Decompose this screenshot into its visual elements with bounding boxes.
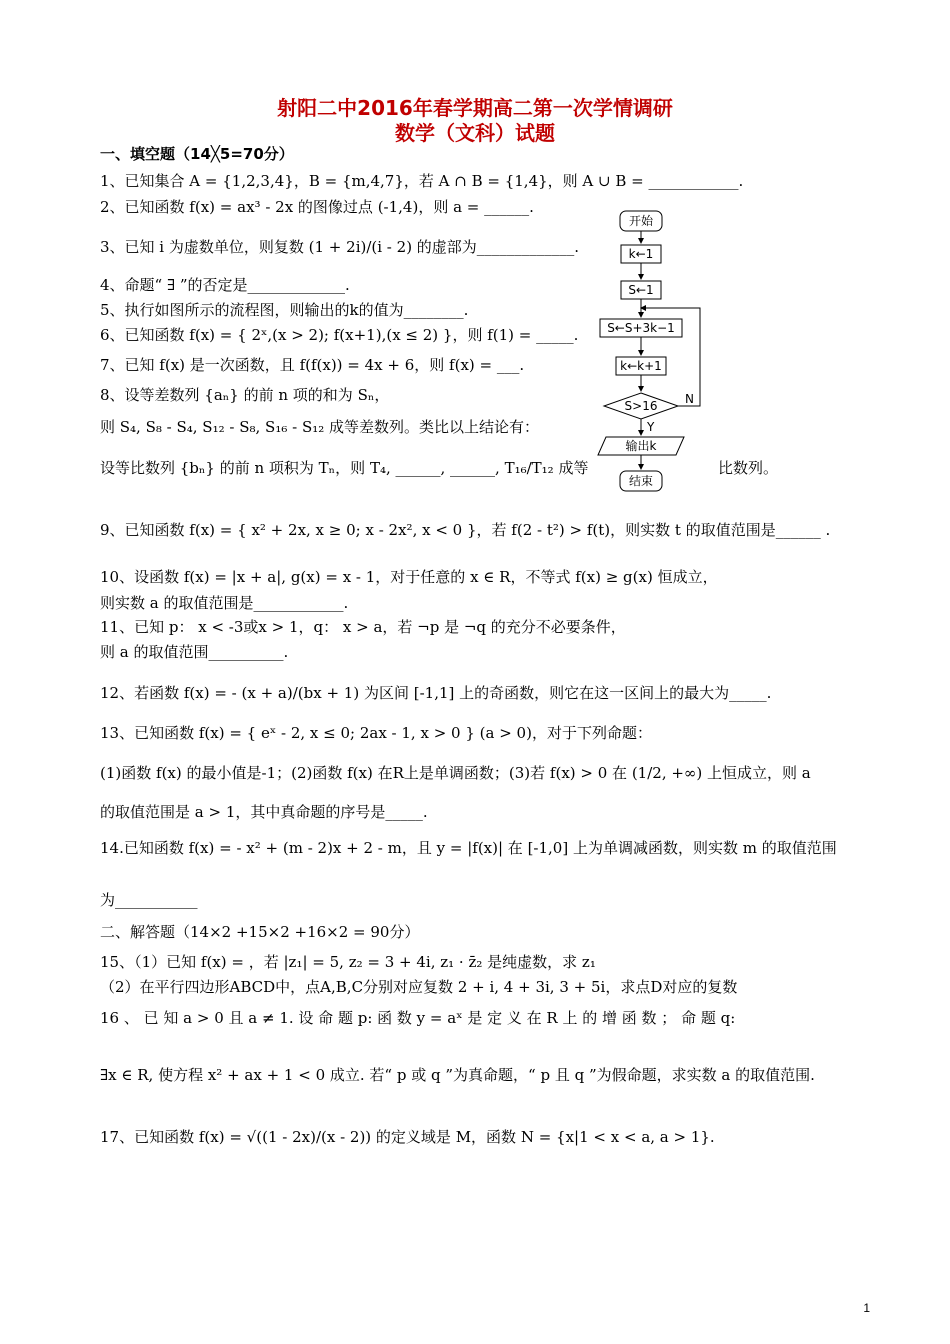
flowchart-yes-label: Y bbox=[647, 420, 655, 434]
section-solve-heading: 二、解答题（14×2 +15×2 +16×2 = 90分） bbox=[100, 923, 420, 941]
question-15-part-2: （2）在平行四边形ABCD中，点A,B,C分别对应复数 2 + i, 4 + 3i, 3 + 5i，求点D对应的复数 bbox=[100, 978, 738, 996]
question-6: 6、已知函数 f(x) = { 2ˣ,(x > 2); f(x+1),(x ≤ 2) }，则 f(1) = _____. bbox=[100, 326, 579, 344]
exam-subtitle: 数学（文科）试题 bbox=[395, 121, 555, 145]
flowchart-diagram bbox=[590, 205, 740, 505]
question-8-line-4: 比数列。 bbox=[718, 459, 779, 477]
question-5: 5、执行如图所示的流程图，则输出的k的值为________. bbox=[100, 301, 469, 319]
flowchart-init-s-text: S←1 bbox=[628, 283, 654, 297]
question-13-line-2: (1)函数 f(x) 的最小值是-1；(2)函数 f(x) 在R上是单调函数；(3)若 f(x) > 0 在 (1/2, +∞) 上恒成立，则 a bbox=[100, 764, 811, 782]
question-8-line-2: 则 S₄, S₈ - S₄, S₁₂ - S₈, S₁₆ - S₁₂ 成等差数列。类比以上结论有： bbox=[100, 418, 540, 436]
section-fill-blank-heading: 一、填空题（14╳5=70分） bbox=[100, 145, 294, 163]
question-2: 2、已知函数 f(x) = ax³ - 2x 的图像过点 (-1,4)，则 a = ______. bbox=[100, 198, 534, 216]
question-10-line-2: 则实数 a 的取值范围是____________. bbox=[100, 594, 349, 612]
question-11-line-2: 则 a 的取值范围__________. bbox=[100, 643, 289, 661]
question-1: 1、已知集合 A = {1,2,3,4}，B = {m,4,7}，若 A ∩ B = {1,4}，则 A ∪ B = ____________. bbox=[100, 172, 744, 190]
question-14-line-1: 14.已知函数 f(x) = - x² + (m - 2)x + 2 - m，且 y = |f(x)| 在 [-1,0] 上为单调减函数，则实数 m 的取值范围 bbox=[100, 839, 837, 857]
question-17: 17、已知函数 f(x) = √((1 - 2x)/(x - 2)) 的定义域是 M，函数 N = {x|1 < x < a, a > 1}. bbox=[100, 1128, 715, 1146]
flowchart-condition-text: S>16 bbox=[624, 399, 658, 413]
question-3: 3、已知 i 为虚数单位，则复数 (1 + 2i)/(i - 2) 的虚部为_____________. bbox=[100, 238, 580, 256]
question-13-line-3: 的取值范围是 a > 1，其中真命题的序号是_____. bbox=[100, 803, 428, 821]
question-16-line-2: ∃x ∈ R, 使方程 x² + ax + 1 < 0 成立. 若“ p 或 q ”为真命题，“ p 且 q ”为假命题，求实数 a 的取值范围. bbox=[100, 1066, 815, 1084]
question-9: 9、已知函数 f(x) = { x² + 2x, x ≥ 0; x - 2x², x < 0 }，若 f(2 - t²) > f(t)，则实数 t 的取值范围是______ . bbox=[100, 521, 831, 539]
flowchart-init-k-text: k←1 bbox=[628, 247, 654, 261]
flowchart bbox=[590, 205, 740, 505]
question-12: 12、若函数 f(x) = - (x + a)/(bx + 1) 为区间 [-1,1] 上的奇函数，则它在这一区间上的最大为_____. bbox=[100, 684, 772, 702]
flowchart-update-s-text: S←S+3k−1 bbox=[607, 321, 675, 335]
question-14-line-2: 为___________ bbox=[100, 891, 198, 909]
flowchart-no-label: N bbox=[685, 392, 694, 406]
question-13-line-1: 13、已知函数 f(x) = { eˣ - 2, x ≤ 0; 2ax - 1, x > 0 } (a > 0)，对于下列命题： bbox=[100, 724, 652, 742]
flowchart-start-text: 开始 bbox=[628, 214, 654, 228]
exam-title: 射阳二中2016年春学期高二第一次学情调研 bbox=[277, 96, 673, 120]
question-7: 7、已知 f(x) 是一次函数，且 f(f(x)) = 4x + 6，则 f(x) = ___. bbox=[100, 356, 525, 374]
question-8-line-1: 8、设等差数列 {aₙ} 的前 n 项的和为 Sₙ， bbox=[100, 386, 390, 404]
flowchart-output-text: 输出k bbox=[625, 439, 657, 453]
flowchart-update-k-text: k←k+1 bbox=[620, 359, 662, 373]
flowchart-end-text: 结束 bbox=[628, 474, 654, 488]
question-16-line-1: 16 、 已 知 a > 0 且 a ≠ 1. 设 命 题 p: 函 数 y = aˣ 是 定 义 在 R 上 的 增 函 数 ； 命 题 q: bbox=[100, 1009, 736, 1027]
question-10-line-1: 10、设函数 f(x) = |x + a|, g(x) = x - 1，对于任意的 x ∈ R，不等式 f(x) ≥ g(x) 恒成立， bbox=[100, 568, 718, 586]
question-4: 4、命题“ ∃ ”的否定是_____________. bbox=[100, 276, 350, 294]
question-11-line-1: 11、已知 p： x < -3或x > 1，q： x > a，若 ¬p 是 ¬q 的充分不必要条件， bbox=[100, 618, 626, 636]
question-15-part-1: 15、（1）已知 f(x) = ，若 |z₁| = 5, z₂ = 3 + 4i, z₁ · z̄₂ 是纯虚数，求 z₁ bbox=[100, 953, 596, 971]
question-8-line-3: 设等比数列 {bₙ} 的前 n 项积为 Tₙ，则 T₄, ______, ______, T₁₆/T₁₂ 成等 bbox=[100, 459, 589, 477]
page-number: 1 bbox=[863, 1301, 870, 1315]
